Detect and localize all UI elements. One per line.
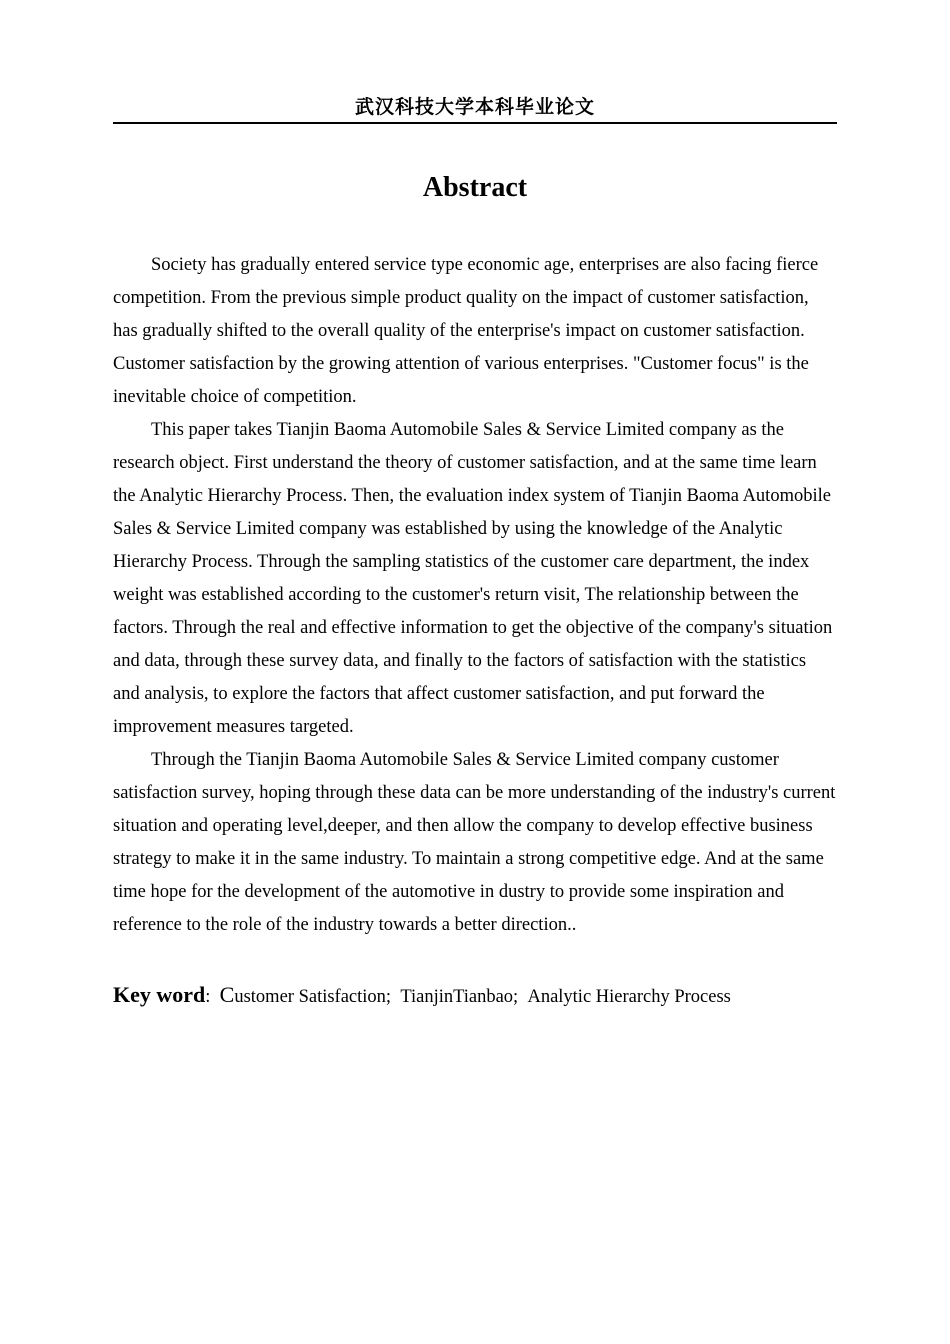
paragraph: Through the Tianjin Baoma Automobile Sales & Service Limited company customer satisfaction survey, hoping through these data can be more understanding of the industry's current situation and operating level,deeper, and then allow the company to develop effective business strategy to make it in the same industry. To maintain a strong competitive edge. And at the same time hope for the development of the automotive in dustry to provide some inspiration and reference to the role of the industry towards a better direction.. xyxy=(113,750,836,935)
keywords-colon: : xyxy=(205,987,211,1007)
keyword-initial: C xyxy=(219,982,235,1007)
keyword-2: TianjinTianbao; xyxy=(400,987,519,1007)
keywords-line xyxy=(113,978,837,1014)
keywords-label: Key word xyxy=(113,982,206,1007)
paragraph: This paper takes Tianjin Baoma Automobile Sales & Service Limited company as the research object. First understand the theory of customer satisfaction, and at the same time learn the Analytic Hierarchy Process. Then, the evaluation index system of Tianjin Baoma Automobile Sales & Service Limited company was established by using the knowledge of the Analytic Hierarchy Process. Through the sampling statistics of the customer care department, the index weight was established according to the customer's return visit, The relationship between the factors. Through the real and effective information to get the objective of the company's situation and data, through these survey data, and finally to the factors of satisfaction with the statistics and analysis, to explore the factors that affect customer satisfaction, and put forward the improvement measures targeted. xyxy=(113,420,833,737)
keyword-1: ustomer Satisfaction; xyxy=(234,987,392,1007)
running-header xyxy=(113,92,837,124)
abstract-title: Abstract xyxy=(422,172,528,203)
keyword-3: Analytic Hierarchy Process xyxy=(527,987,731,1007)
abstract-body xyxy=(113,249,837,942)
header-title: 武汉科技大学本科毕业论文 xyxy=(354,96,595,118)
paragraph: Society has gradually entered service type economic age, enterprises are also facing fierce competition. From the previous simple product quality on the impact of customer satisfaction, has gradually shifted to the overall quality of the enterprise's impact on customer satisfaction. Customer satisfaction by the growing attention of various enterprises. "Customer focus" is the inevitable choice of competition. xyxy=(113,255,819,407)
